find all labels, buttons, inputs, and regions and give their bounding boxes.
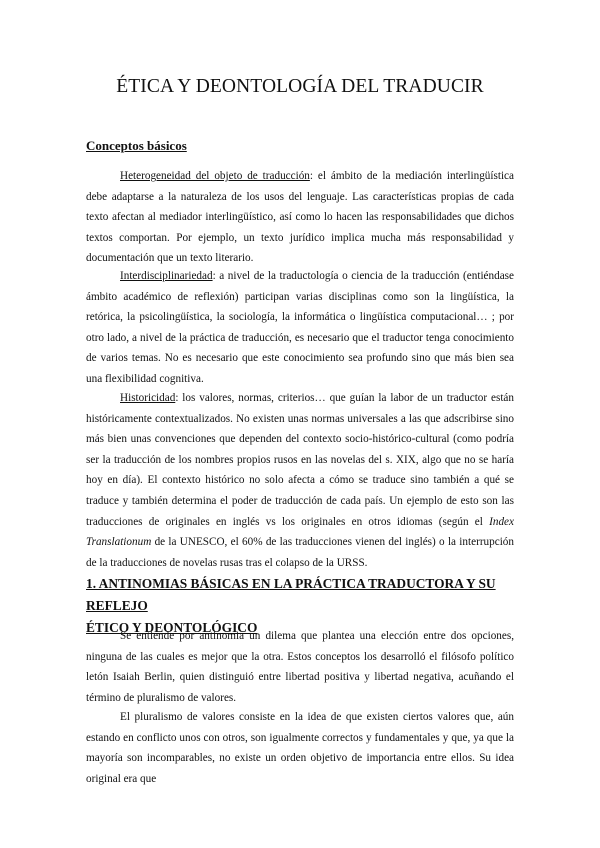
index-translationum: Index Translationum [86,515,514,549]
paragraph-text: Se entiende por antinomia un dilema que plantea una elección entre dos opciones, ninguna de las cuales es mejor que la otra. Estos conceptos los desarrolló el filósofo político letón Isaiah Berlin, quien distinguió entre libertad positiva y libertad negativa, acuñando el término de pluralismo de valores. [86,630,514,704]
paragraph-text: de la UNESCO, el 60% de las traducciones vienen del inglés) o la interrupción de la traducciones de novelas rusas tras el colapso de la URSS. [86,536,514,569]
paragraph-interdisciplinariedad [86,266,514,390]
section-heading-line1: 1. ANTINOMIAS BÁSICAS EN LA PRÁCTICA TRADUCTORA Y SU REFLEJO [86,576,496,613]
term-heterogeneidad: Heterogeneidad del objeto de traducción [120,170,310,182]
concepts-heading: Conceptos básicos [86,138,187,153]
paragraph-text: : el ámbito de la mediación interlingüística debe adaptarse a la naturaleza de los usos del lenguaje. Las características propias de cada texto afectan al mediador interlingüístico, así como lo hacen las responsabilidades que dichos textos comportan. Por ejemplo, un texto jurídico implica mucha más responsabilidad y documentación que un texto literario. [86,170,514,265]
paragraph-text: El pluralismo de valores consiste en la idea de que existen ciertos valores que, aún estando en conflicto unos con otros, son igualmente correctos y fundamentales y que, ya que la mayoría son incomparables, no existe un orden objetivo de importancia entre ellos. Su idea original era que [86,711,514,785]
paragraph-text: : a nivel de la traductología o ciencia de la traducción (entiéndase ámbito académico de reflexión) participan varias disciplinas como son la lingüística, la retórica, la psicolingüística, la sociología, la informática o lingüística computacional… ; por otro lado, a nivel de la práctica de traducción, es necesario que el traductor tenga conocimiento de varios temas. No es necesario que este conocimiento sea profundo sino que más bien sea una flexibilidad cognitiva. [86,270,514,385]
paragraph-text: : los valores, normas, criterios… que guían la labor de un traductor están históricamente contextualizados. No existen unas normas universales a las que adscribirse sino más bien unas convenciones que dependen del contexto socio-histórico-cultural (como podría ser la traducción de los nombres propios rusos en las novelas del s. XIX, algo que no se haría hoy en día). El contexto histórico no solo afecta a cómo se traduce sino también a qué se traduce y también determina el poder de traducción de cada país. Un ejemplo de esto son las traducciones de originales en inglés vs los originales en otros idiomas (según el [86,392,514,528]
paragraph-historicidad [86,388,514,573]
paragraph-pluralismo [86,707,514,789]
term-historicidad: Historicidad [120,392,176,404]
section-heading-line2: ÉTICO Y DEONTOLÓGICO [86,620,258,635]
term-interdisciplinariedad: Interdisciplinariedad [120,270,213,282]
paragraph-antinomia [86,626,514,708]
paragraph-heterogeneidad [86,166,514,269]
page-title: ÉTICA Y DEONTOLOGÍA DEL TRADUCIR [116,76,484,97]
